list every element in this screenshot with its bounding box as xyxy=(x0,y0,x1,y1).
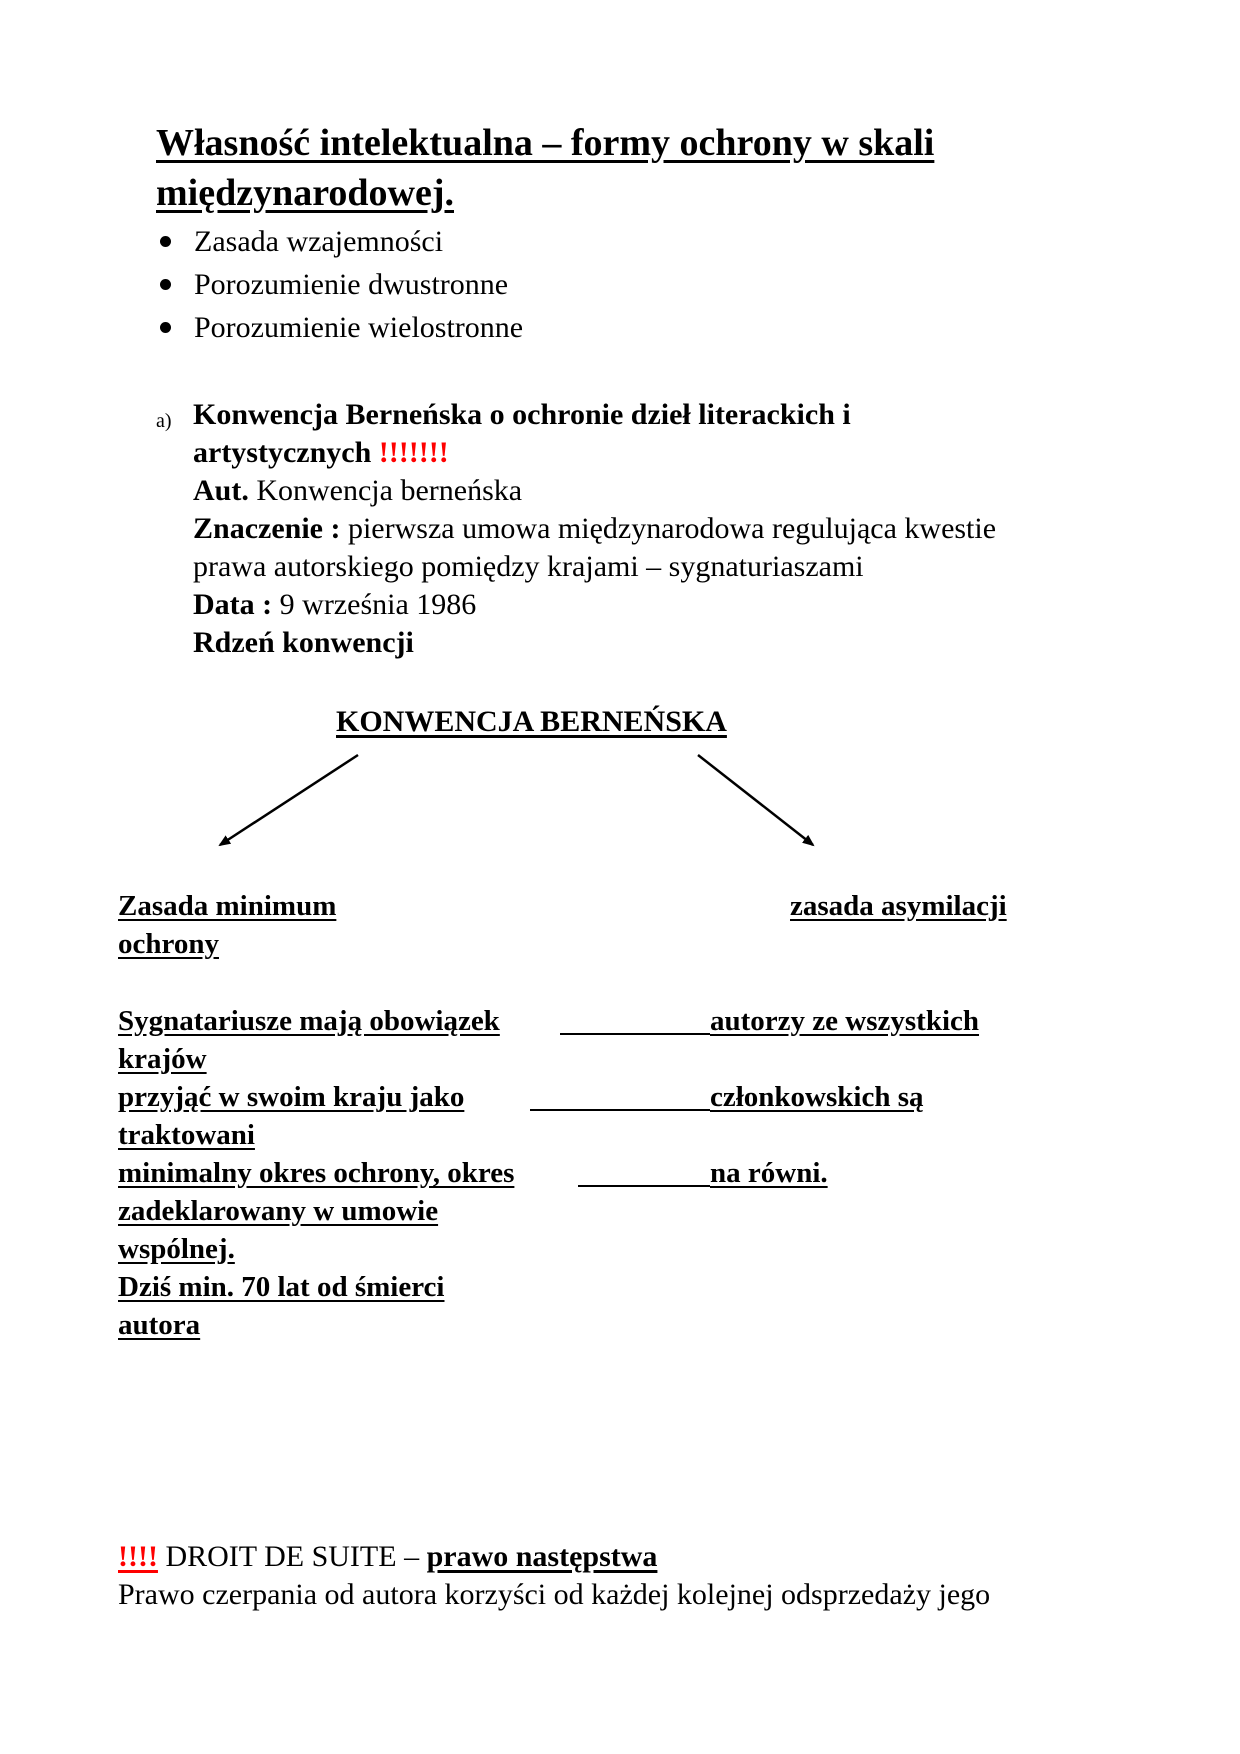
section-heading-line-2: artystycznych !!!!!!! xyxy=(193,436,449,469)
title-line-2: międzynarodowej. xyxy=(156,172,454,214)
droit-heading xyxy=(118,1538,657,1576)
left-body: Sygnatariusze mają obowiązek krajów przyjąć w swoim kraju jako traktowani minimalny okres ochrony, okres zadeklarowany w umowie wspólnej. Dziś min. 70 lat od śmierci autora xyxy=(118,1005,515,1341)
znaczenie-value-cont: prawa autorskiego pomiędzy krajami – sygnaturiaszami xyxy=(193,550,864,583)
diagram-center-title: KONWENCJA BERNEŃSKA xyxy=(336,705,727,738)
aut-value: Konwencja berneńska xyxy=(256,474,523,507)
droit-body: Prawo czerpania od autora korzyści od każdej kolejnej odsprzedaży jego xyxy=(118,1578,991,1611)
droit-exclaim: !!!! xyxy=(118,1540,158,1573)
list-item: Zasada wzajemności xyxy=(156,220,523,263)
list-marker-a: a) xyxy=(156,410,172,432)
znaczenie-label: Znaczenie : xyxy=(193,512,341,545)
title-line-1: Własność intelektualna – formy ochrony w skali xyxy=(156,122,935,164)
droit-subheading: prawo następstwa xyxy=(426,1540,658,1573)
section-heading-line-1: Konwencja Berneńska o ochronie dzieł literackich i xyxy=(193,398,851,431)
underline-connector xyxy=(578,1185,710,1187)
droit-title: DROIT DE SUITE xyxy=(165,1540,397,1573)
exclamation-marks: !!!!!!! xyxy=(378,436,449,469)
aut-label: Aut. xyxy=(193,474,249,507)
underline-connector xyxy=(560,1033,710,1035)
list-item: Porozumienie wielostronne xyxy=(156,306,523,349)
data-value: 9 września 1986 xyxy=(279,588,477,621)
right-body: autorzy ze wszystkich członkowskich są na równi. xyxy=(710,1005,980,1189)
rdzen-label: Rdzeń konwencji xyxy=(193,626,414,659)
znaczenie-value: pierwsza umowa międzynarodowa regulująca kwestie xyxy=(347,512,997,545)
underline-connector xyxy=(530,1109,710,1111)
droit-dash: – xyxy=(404,1540,420,1573)
data-label: Data : xyxy=(193,588,273,621)
arrow-right-icon xyxy=(698,755,813,845)
left-heading: Zasada minimum ochrony xyxy=(118,890,337,960)
right-heading: zasada asymilacji xyxy=(790,890,1007,922)
list-item: Porozumienie dwustronne xyxy=(156,263,523,306)
arrow-left-icon xyxy=(220,755,358,845)
